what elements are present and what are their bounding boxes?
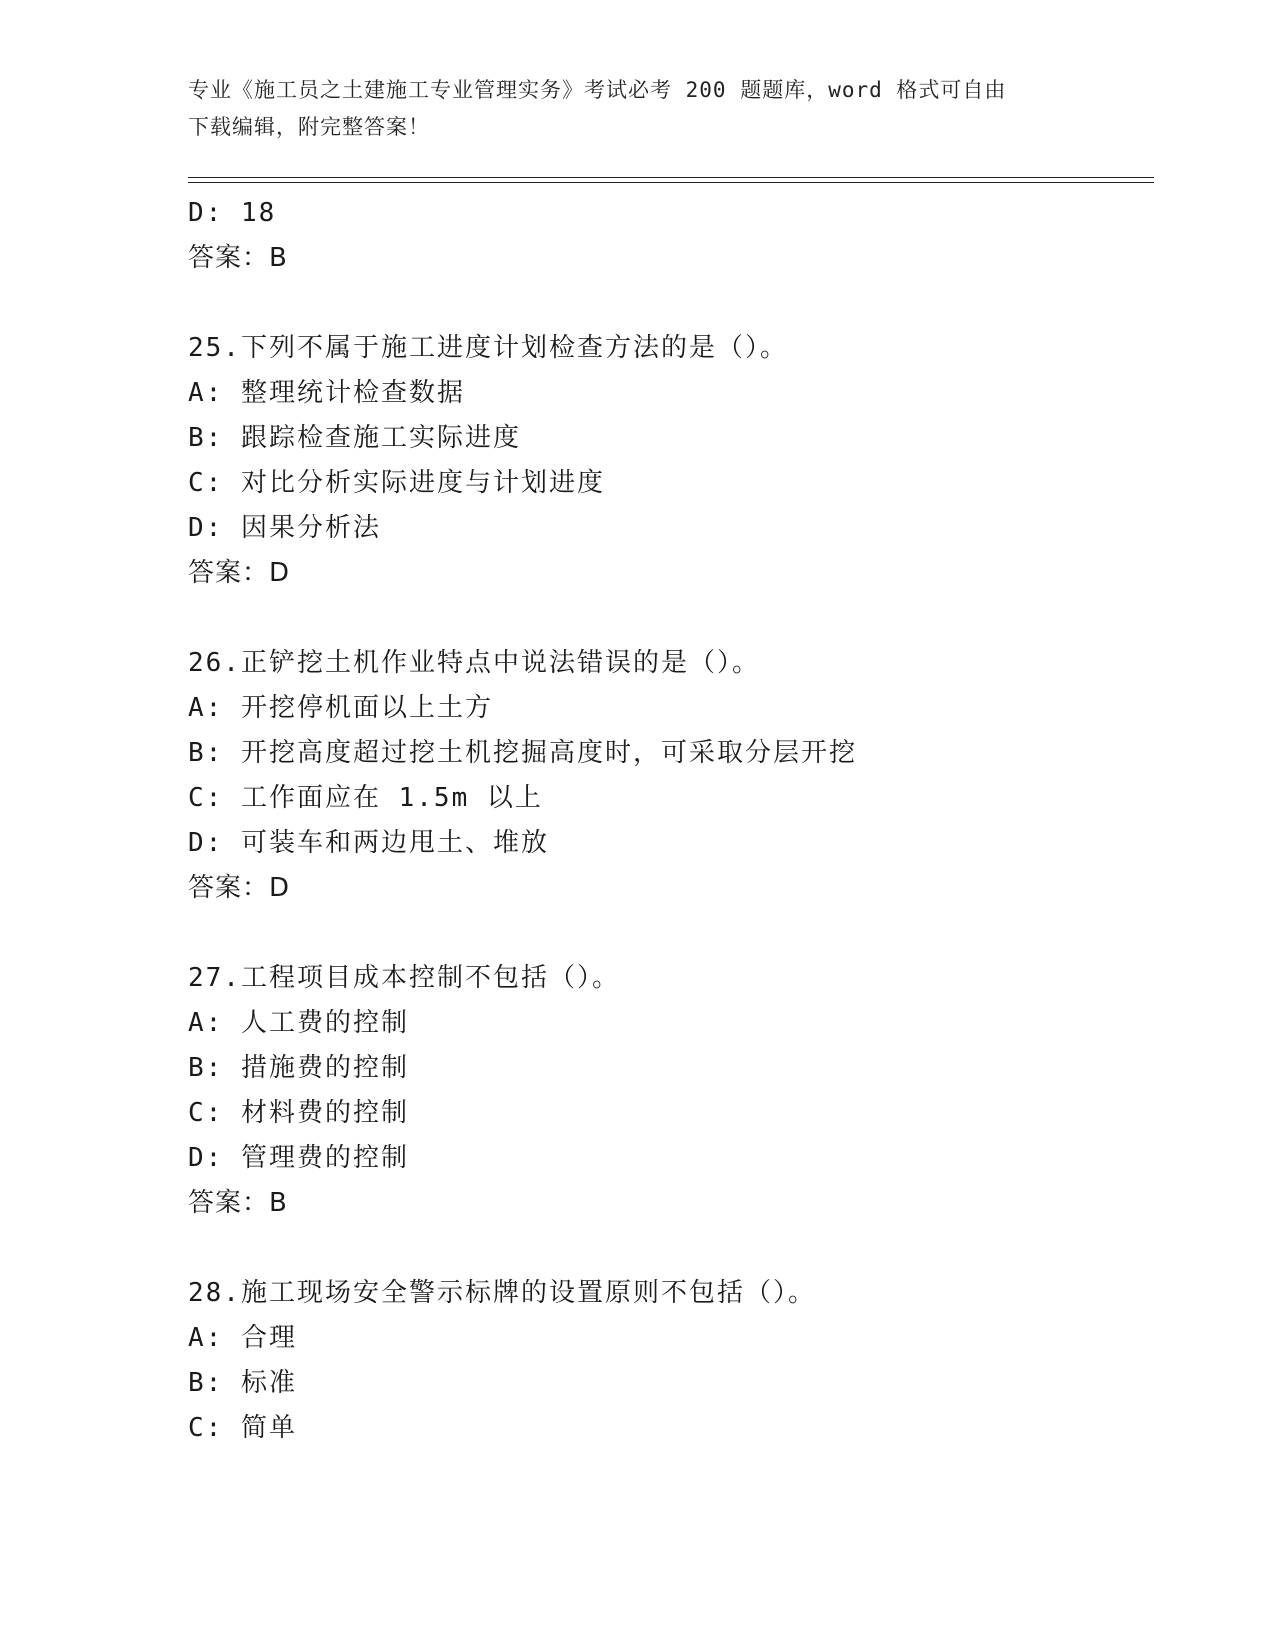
answer-line: 答案：D bbox=[188, 558, 291, 588]
question-stem: 25.下列不属于施工进度计划检查方法的是（）。 bbox=[188, 333, 788, 363]
question-stem: 27.工程项目成本控制不包括（）。 bbox=[188, 963, 620, 993]
option-d: D: 因果分析法 bbox=[188, 513, 381, 543]
question-28 bbox=[188, 1271, 1154, 1451]
header-divider-bottom bbox=[188, 182, 1154, 183]
option-a: A: 整理统计检查数据 bbox=[188, 378, 465, 408]
option-c: C: 简单 bbox=[188, 1413, 297, 1443]
header-line-2: 下载编辑，附完整答案！ bbox=[188, 115, 430, 139]
answer-line: 答案：B bbox=[188, 1188, 288, 1218]
header-divider-top bbox=[188, 177, 1154, 178]
answer-line: 答案：D bbox=[188, 873, 291, 903]
header-line-1: 专业《施工员之土建施工专业管理实务》考试必考 200 题题库，word 格式可自由 bbox=[188, 78, 1007, 102]
question-stem: 28.施工现场安全警示标牌的设置原则不包括（）。 bbox=[188, 1278, 816, 1308]
question-list bbox=[188, 191, 1154, 1451]
answer-line: 答案：B bbox=[188, 243, 288, 273]
question-26 bbox=[188, 641, 1154, 911]
option-d: D: 可装车和两边甩土、堆放 bbox=[188, 828, 549, 858]
option-b: B: 措施费的控制 bbox=[188, 1053, 409, 1083]
option-b: B: 开挖高度超过挖土机挖掘高度时，可采取分层开挖 bbox=[188, 738, 857, 768]
spacer bbox=[188, 911, 1154, 956]
option-a: A: 合理 bbox=[188, 1323, 297, 1353]
option-b: B: 跟踪检查施工实际进度 bbox=[188, 423, 521, 453]
option-c: C: 工作面应在 1.5m 以上 bbox=[188, 783, 543, 813]
question-27 bbox=[188, 956, 1154, 1226]
option-a: A: 人工费的控制 bbox=[188, 1008, 409, 1038]
option-d: D: 18 bbox=[188, 198, 277, 228]
spacer bbox=[188, 1226, 1154, 1271]
option-c: C: 材料费的控制 bbox=[188, 1098, 409, 1128]
question-stem: 26.正铲挖土机作业特点中说法错误的是（）。 bbox=[188, 648, 760, 678]
document-header bbox=[188, 72, 1068, 146]
spacer bbox=[188, 596, 1154, 641]
option-a: A: 开挖停机面以上土方 bbox=[188, 693, 493, 723]
option-d: D: 管理费的控制 bbox=[188, 1143, 409, 1173]
option-c: C: 对比分析实际进度与计划进度 bbox=[188, 468, 605, 498]
question-25 bbox=[188, 326, 1154, 596]
spacer bbox=[188, 281, 1154, 326]
option-b: B: 标准 bbox=[188, 1368, 297, 1398]
